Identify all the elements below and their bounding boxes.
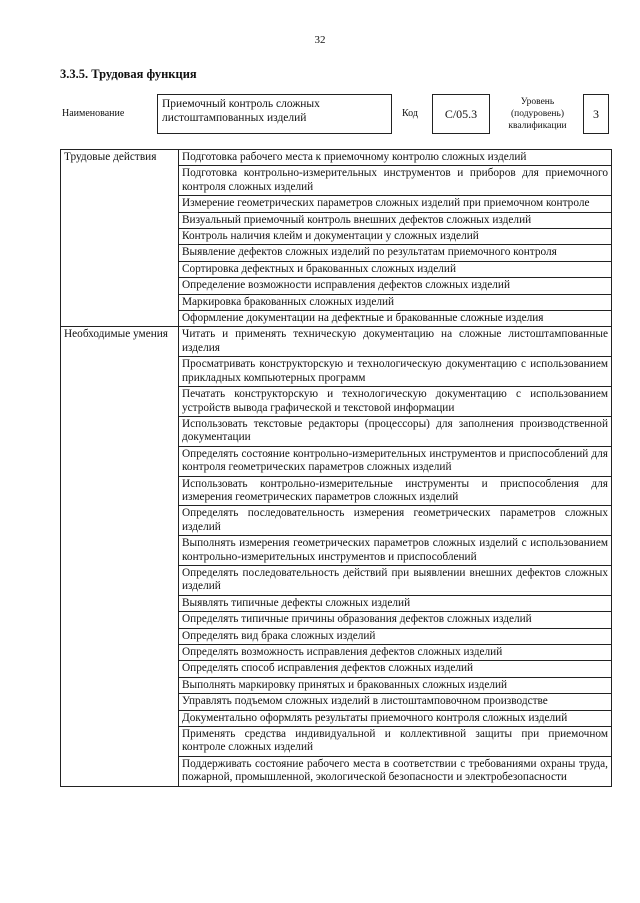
list-item: Документально оформлять результаты приемочного контроля сложных изделий (179, 710, 612, 726)
code-label: Код (402, 108, 418, 119)
list-item: Измерение геометрических параметров сложных изделий при приемочном контроле (179, 196, 612, 212)
level-label-line: квалификации (508, 121, 567, 131)
list-item: Выявление дефектов сложных изделий по результатам приемочного контроля (179, 245, 612, 261)
qualification-level-value: 3 (583, 94, 609, 134)
list-item: Просматривать конструкторскую и технологическую документацию с использованием прикладных компьютерных программ (179, 357, 612, 387)
list-item: Сортировка дефектных и бракованных сложных изделий (179, 261, 612, 277)
name-label: Наименование (62, 108, 125, 119)
list-item: Определять возможность исправления дефектов сложных изделий (179, 645, 612, 661)
list-item: Определять способ исправления дефектов сложных изделий (179, 661, 612, 677)
list-item: Определять вид брака сложных изделий (179, 628, 612, 644)
level-label-line: (подуровень) (510, 109, 565, 119)
qualification-level-label (495, 96, 580, 132)
code-value: C/05.3 (432, 94, 490, 134)
list-item: Управлять подъемом сложных изделий в листоштамповочном производстве (179, 694, 612, 710)
function-name-box: Приемочный контроль сложных листоштампованных изделий (157, 94, 392, 134)
list-item: Определять последовательность измерения геометрических параметров сложных изделий (179, 506, 612, 536)
labor-function-table (60, 149, 612, 787)
list-item: Использовать контрольно-измерительные инструменты и приспособления для измерения геометрических параметров сложных изделий (179, 476, 612, 506)
list-item: Маркировка бракованных сложных изделий (179, 294, 612, 310)
list-item: Использовать текстовые редакторы (процессоры) для заполнения производственной документации (179, 416, 612, 446)
list-item: Определять последовательность действий при выявлении внешних дефектов сложных изделий (179, 565, 612, 595)
list-item: Выполнять измерения геометрических параметров сложных изделий с использованием контрольно-измерительных инструментов и приспособлений (179, 536, 612, 566)
list-item: Определять состояние контрольно-измерительных инструментов и приспособлений для контроля геометрических параметров сложных изделий (179, 446, 612, 476)
list-item: Выявлять типичные дефекты сложных изделий (179, 595, 612, 611)
list-item: Поддерживать состояние рабочего места в соответствии с требованиями охраны труда, пожарной, промышленной, экологической безопасности и электробезопасности (179, 756, 612, 786)
table-row (61, 327, 612, 357)
list-item: Подготовка рабочего места к приемочному контролю сложных изделий (179, 150, 612, 166)
page-number: 32 (314, 34, 326, 46)
list-item: Оформление документации на дефектные и бракованные сложные изделия (179, 311, 612, 327)
list-item: Контроль наличия клейм и документации у сложных изделий (179, 229, 612, 245)
table-body (61, 150, 612, 787)
level-label-line: Уровень (520, 97, 555, 107)
list-item: Читать и применять техническую документацию на сложные листоштампованные изделия (179, 327, 612, 357)
section-category: Трудовые действия (61, 150, 179, 327)
list-item: Определение возможности исправления дефектов сложных изделий (179, 278, 612, 294)
list-item: Печатать конструкторскую и технологическую документацию с использованием устройств вывода графической и текстовой информации (179, 387, 612, 417)
section-category: Необходимые умения (61, 327, 179, 786)
list-item: Визуальный приемочный контроль внешних дефектов сложных изделий (179, 212, 612, 228)
list-item: Определять типичные причины образования дефектов сложных изделий (179, 612, 612, 628)
list-item: Применять средства индивидуальной и коллективной защиты при приемочном контроле сложных изделий (179, 727, 612, 757)
list-item: Выполнять маркировку принятых и бракованных сложных изделий (179, 677, 612, 693)
section-title: 3.3.5. Трудовая функция (60, 67, 197, 81)
table-row (61, 150, 612, 166)
list-item: Подготовка контрольно-измерительных инструментов и приборов для приемочного контроля сложных изделий (179, 166, 612, 196)
